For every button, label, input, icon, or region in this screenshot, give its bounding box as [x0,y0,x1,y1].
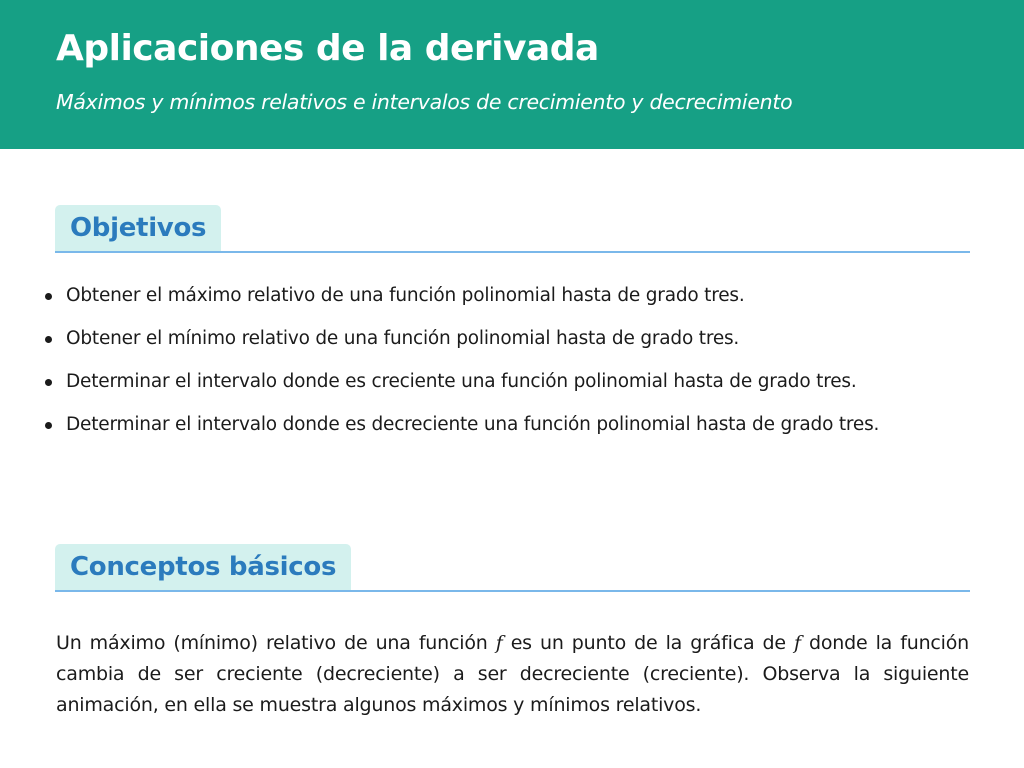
objective-text: Determinar el intervalo donde es decreciente una función polinomial hasta de grado tres. [66,414,880,435]
paragraph-text: Un máximo (mínimo) relativo de una función [56,632,488,654]
function-symbol: f [495,632,503,654]
list-item [40,282,969,309]
bullet-icon [45,336,52,343]
list-item [40,325,969,352]
page-header [0,0,1024,149]
section-heading-objetivos: Objetivos [55,205,221,251]
section-heading-conceptos-basicos: Conceptos básicos [55,544,351,590]
bullet-icon [45,379,52,386]
section-heading-bar [55,542,970,592]
page-subtitle: Máximos y mínimos relativos e intervalos de crecimiento y decrecimiento [56,90,793,114]
list-item [40,411,969,438]
section-heading-bar [55,203,970,253]
objective-text: Obtener el máximo relativo de una función polinomial hasta de grado tres. [66,285,745,306]
section-conceptos-basicos [55,542,970,592]
paragraph-text: es un punto de la gráfica de [510,632,786,654]
list-item [40,368,969,395]
page-title: Aplicaciones de la derivada [56,28,599,69]
objectives-list [40,282,969,454]
bullet-icon [45,422,52,429]
paragraph-text: donde la función cambia de ser creciente (decreciente) a ser decreciente (creciente). Observa la siguiente animación, en ella se muestra algunos máximos y mínimos relativos. [56,632,970,716]
bullet-icon [45,293,52,300]
section-objetivos [55,203,970,253]
objective-text: Obtener el mínimo relativo de una función polinomial hasta de grado tres. [66,328,740,349]
objective-text: Determinar el intervalo donde es creciente una función polinomial hasta de grado tres. [66,371,857,392]
function-symbol: f [794,632,801,654]
concepts-paragraph [56,628,969,721]
